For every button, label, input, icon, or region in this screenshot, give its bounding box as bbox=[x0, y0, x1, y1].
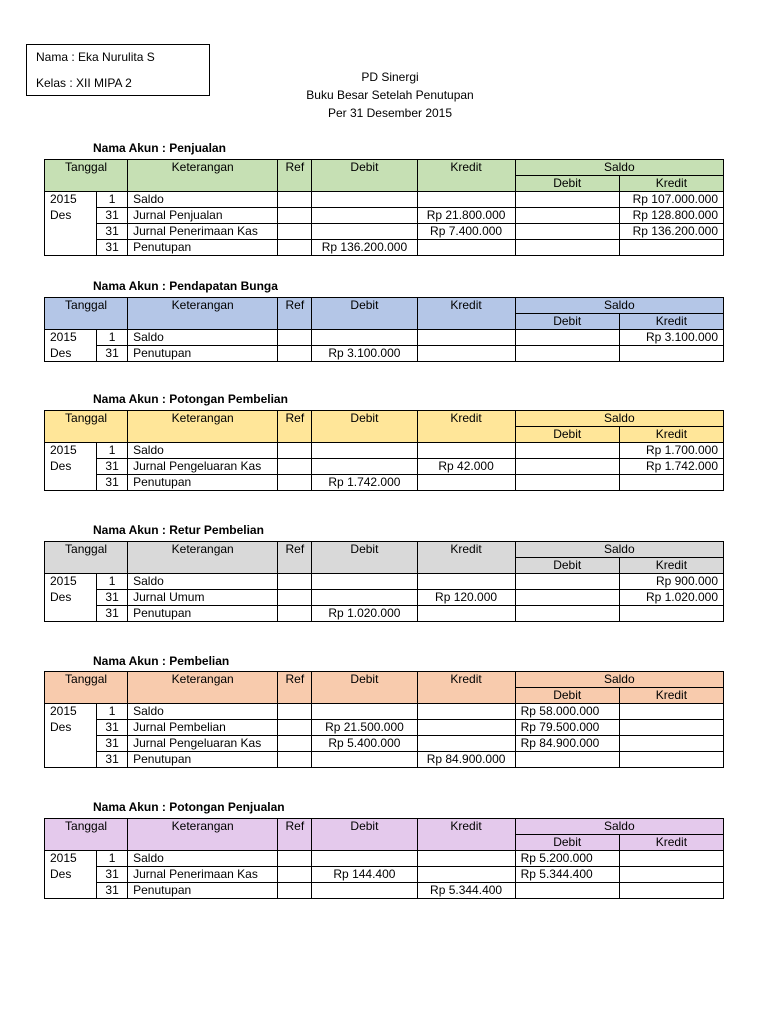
cell-keterangan: Jurnal Umum bbox=[128, 590, 278, 606]
cell-saldo-debit bbox=[515, 224, 619, 240]
cell-kredit bbox=[417, 736, 515, 752]
header-debit: Debit bbox=[312, 819, 417, 851]
cell-debit bbox=[312, 208, 417, 224]
cell-ref bbox=[278, 704, 312, 720]
cell-saldo-debit bbox=[515, 346, 619, 362]
cell-year bbox=[45, 752, 97, 768]
cell-year: Des bbox=[45, 346, 97, 362]
cell-day: 31 bbox=[97, 224, 128, 240]
cell-day: 31 bbox=[97, 208, 128, 224]
header-saldo: Saldo bbox=[515, 160, 723, 176]
student-class: Kelas : XII MIPA 2 bbox=[36, 76, 132, 90]
cell-ref bbox=[278, 330, 312, 346]
header-saldo-kredit: Kredit bbox=[619, 558, 723, 574]
header-ref: Ref bbox=[278, 411, 312, 443]
cell-saldo-debit: Rp 58.000.000 bbox=[515, 704, 619, 720]
cell-keterangan: Saldo bbox=[128, 443, 278, 459]
cell-kredit bbox=[417, 443, 515, 459]
cell-ref bbox=[278, 752, 312, 768]
cell-day: 31 bbox=[97, 867, 128, 883]
cell-debit: Rp 144.400 bbox=[312, 867, 417, 883]
cell-year: Des bbox=[45, 720, 97, 736]
cell-ref bbox=[278, 851, 312, 867]
cell-ref bbox=[278, 475, 312, 491]
cell-keterangan: Saldo bbox=[128, 851, 278, 867]
cell-keterangan: Saldo bbox=[128, 330, 278, 346]
ledger-row bbox=[45, 606, 724, 622]
header-saldo-kredit: Kredit bbox=[619, 176, 723, 192]
header-row bbox=[45, 298, 724, 314]
header-saldo-kredit: Kredit bbox=[619, 835, 723, 851]
cell-keterangan: Jurnal Pengeluaran Kas bbox=[128, 459, 278, 475]
cell-kredit bbox=[417, 192, 515, 208]
cell-year: Des bbox=[45, 590, 97, 606]
header-kredit: Kredit bbox=[417, 298, 515, 330]
ledger-row bbox=[45, 574, 724, 590]
cell-saldo-kredit bbox=[619, 346, 723, 362]
cell-year bbox=[45, 224, 97, 240]
header-keterangan: Keterangan bbox=[128, 411, 278, 443]
cell-day: 31 bbox=[97, 606, 128, 622]
header-ref: Ref bbox=[278, 819, 312, 851]
cell-day: 1 bbox=[97, 443, 128, 459]
ledger-table bbox=[44, 297, 724, 362]
ledger-row bbox=[45, 590, 724, 606]
report-title: Buku Besar Setelah Penutupan bbox=[306, 88, 474, 102]
header-tanggal: Tanggal bbox=[45, 160, 128, 192]
cell-year: Des bbox=[45, 867, 97, 883]
cell-kredit: Rp 5.344.400 bbox=[417, 883, 515, 899]
header-saldo-kredit: Kredit bbox=[619, 688, 723, 704]
header-kredit: Kredit bbox=[417, 819, 515, 851]
cell-debit bbox=[312, 752, 417, 768]
cell-day: 31 bbox=[97, 475, 128, 491]
cell-keterangan: Penutupan bbox=[128, 240, 278, 256]
company-name: PD Sinergi bbox=[361, 70, 419, 84]
cell-keterangan: Penutupan bbox=[128, 883, 278, 899]
header-saldo-debit: Debit bbox=[515, 314, 619, 330]
header-saldo-kredit: Kredit bbox=[619, 427, 723, 443]
account-name: Nama Akun : Retur Pembelian bbox=[93, 523, 264, 537]
ledger-row bbox=[45, 736, 724, 752]
header-tanggal: Tanggal bbox=[45, 819, 128, 851]
header-kredit: Kredit bbox=[417, 411, 515, 443]
cell-day: 31 bbox=[97, 240, 128, 256]
cell-keterangan: Penutupan bbox=[128, 475, 278, 491]
cell-ref bbox=[278, 459, 312, 475]
header-debit: Debit bbox=[312, 542, 417, 574]
cell-year bbox=[45, 883, 97, 899]
account-name: Nama Akun : Potongan Pembelian bbox=[93, 392, 288, 406]
header-debit: Debit bbox=[312, 160, 417, 192]
header-saldo: Saldo bbox=[515, 672, 723, 688]
header-kredit: Kredit bbox=[417, 672, 515, 704]
cell-saldo-kredit bbox=[619, 704, 723, 720]
cell-kredit: Rp 120.000 bbox=[417, 590, 515, 606]
cell-saldo-debit bbox=[515, 240, 619, 256]
cell-saldo-kredit: Rp 107.000.000 bbox=[619, 192, 723, 208]
cell-kredit bbox=[417, 240, 515, 256]
cell-saldo-debit: Rp 5.200.000 bbox=[515, 851, 619, 867]
cell-saldo-debit bbox=[515, 330, 619, 346]
cell-day: 1 bbox=[97, 192, 128, 208]
ledger-table bbox=[44, 671, 724, 768]
cell-year bbox=[45, 736, 97, 752]
cell-keterangan: Saldo bbox=[128, 574, 278, 590]
cell-kredit bbox=[417, 574, 515, 590]
header-debit: Debit bbox=[312, 411, 417, 443]
header-keterangan: Keterangan bbox=[128, 542, 278, 574]
cell-kredit bbox=[417, 346, 515, 362]
cell-kredit: Rp 42.000 bbox=[417, 459, 515, 475]
student-name: Nama : Eka Nurulita S bbox=[36, 50, 155, 64]
account-name: Nama Akun : Potongan Penjualan bbox=[93, 800, 285, 814]
cell-saldo-kredit bbox=[619, 752, 723, 768]
cell-saldo-kredit bbox=[619, 240, 723, 256]
cell-year: Des bbox=[45, 208, 97, 224]
cell-saldo-kredit bbox=[619, 606, 723, 622]
cell-kredit bbox=[417, 720, 515, 736]
ledger-row bbox=[45, 867, 724, 883]
cell-debit: Rp 5.400.000 bbox=[312, 736, 417, 752]
cell-saldo-debit bbox=[515, 883, 619, 899]
ledger-row bbox=[45, 475, 724, 491]
cell-debit bbox=[312, 443, 417, 459]
student-identity-box bbox=[26, 44, 210, 96]
cell-ref bbox=[278, 867, 312, 883]
ledger-table bbox=[44, 159, 724, 256]
ledger-table bbox=[44, 410, 724, 491]
cell-saldo-debit bbox=[515, 574, 619, 590]
cell-debit bbox=[312, 192, 417, 208]
header-ref: Ref bbox=[278, 160, 312, 192]
cell-day: 1 bbox=[97, 851, 128, 867]
cell-keterangan: Penutupan bbox=[128, 606, 278, 622]
header-tanggal: Tanggal bbox=[45, 672, 128, 704]
cell-debit: Rp 1.742.000 bbox=[312, 475, 417, 491]
cell-saldo-debit bbox=[515, 475, 619, 491]
cell-keterangan: Jurnal Penerimaan Kas bbox=[128, 867, 278, 883]
header-ref: Ref bbox=[278, 298, 312, 330]
header-row bbox=[45, 160, 724, 176]
cell-day: 31 bbox=[97, 752, 128, 768]
header-row bbox=[45, 819, 724, 835]
header-saldo-debit: Debit bbox=[515, 176, 619, 192]
cell-debit bbox=[312, 574, 417, 590]
cell-year: 2015 bbox=[45, 443, 97, 459]
cell-kredit bbox=[417, 867, 515, 883]
cell-debit bbox=[312, 883, 417, 899]
header-saldo-debit: Debit bbox=[515, 688, 619, 704]
header-keterangan: Keterangan bbox=[128, 298, 278, 330]
report-date: Per 31 Desember 2015 bbox=[327, 106, 453, 120]
cell-kredit: Rp 7.400.000 bbox=[417, 224, 515, 240]
cell-saldo-debit bbox=[515, 752, 619, 768]
cell-saldo-debit bbox=[515, 590, 619, 606]
header-tanggal: Tanggal bbox=[45, 542, 128, 574]
cell-kredit: Rp 84.900.000 bbox=[417, 752, 515, 768]
account-name: Nama Akun : Pendapatan Bunga bbox=[93, 279, 278, 293]
cell-saldo-kredit: Rp 3.100.000 bbox=[619, 330, 723, 346]
ledger-table bbox=[44, 541, 724, 622]
cell-day: 1 bbox=[97, 330, 128, 346]
cell-ref bbox=[278, 224, 312, 240]
cell-day: 1 bbox=[97, 704, 128, 720]
ledger-row bbox=[45, 459, 724, 475]
ledger-row bbox=[45, 851, 724, 867]
cell-ref bbox=[278, 192, 312, 208]
header-saldo: Saldo bbox=[515, 819, 723, 835]
cell-day: 31 bbox=[97, 736, 128, 752]
cell-kredit bbox=[417, 606, 515, 622]
cell-year: 2015 bbox=[45, 192, 97, 208]
cell-year: Des bbox=[45, 459, 97, 475]
cell-keterangan: Jurnal Penerimaan Kas bbox=[128, 224, 278, 240]
ledger-row bbox=[45, 704, 724, 720]
header-saldo: Saldo bbox=[515, 542, 723, 558]
header-saldo-debit: Debit bbox=[515, 835, 619, 851]
cell-saldo-kredit bbox=[619, 883, 723, 899]
header-kredit: Kredit bbox=[417, 160, 515, 192]
cell-year bbox=[45, 606, 97, 622]
cell-saldo-kredit bbox=[619, 475, 723, 491]
cell-day: 1 bbox=[97, 574, 128, 590]
cell-debit bbox=[312, 459, 417, 475]
cell-year: 2015 bbox=[45, 330, 97, 346]
cell-ref bbox=[278, 346, 312, 362]
cell-keterangan: Penutupan bbox=[128, 752, 278, 768]
cell-debit bbox=[312, 590, 417, 606]
cell-keterangan: Jurnal Pengeluaran Kas bbox=[128, 736, 278, 752]
cell-keterangan: Jurnal Penjualan bbox=[128, 208, 278, 224]
header-keterangan: Keterangan bbox=[128, 819, 278, 851]
cell-year: 2015 bbox=[45, 851, 97, 867]
cell-year: 2015 bbox=[45, 704, 97, 720]
ledger-row bbox=[45, 443, 724, 459]
cell-kredit bbox=[417, 330, 515, 346]
account-name: Nama Akun : Pembelian bbox=[93, 654, 230, 668]
header-row bbox=[45, 542, 724, 558]
ledger-row bbox=[45, 883, 724, 899]
cell-ref bbox=[278, 883, 312, 899]
header-row bbox=[45, 672, 724, 688]
cell-ref bbox=[278, 720, 312, 736]
ledger-row bbox=[45, 346, 724, 362]
cell-saldo-kredit bbox=[619, 867, 723, 883]
cell-keterangan: Saldo bbox=[128, 192, 278, 208]
cell-saldo-debit: Rp 79.500.000 bbox=[515, 720, 619, 736]
header-keterangan: Keterangan bbox=[128, 160, 278, 192]
cell-saldo-debit bbox=[515, 208, 619, 224]
cell-kredit bbox=[417, 851, 515, 867]
cell-ref bbox=[278, 240, 312, 256]
cell-saldo-kredit: Rp 136.200.000 bbox=[619, 224, 723, 240]
ledger-row bbox=[45, 752, 724, 768]
cell-saldo-kredit bbox=[619, 851, 723, 867]
cell-kredit: Rp 21.800.000 bbox=[417, 208, 515, 224]
ledger-row bbox=[45, 240, 724, 256]
header-tanggal: Tanggal bbox=[45, 411, 128, 443]
cell-kredit bbox=[417, 475, 515, 491]
cell-year bbox=[45, 475, 97, 491]
header-saldo: Saldo bbox=[515, 411, 723, 427]
cell-ref bbox=[278, 590, 312, 606]
cell-saldo-debit bbox=[515, 606, 619, 622]
cell-keterangan: Jurnal Pembelian bbox=[128, 720, 278, 736]
header-saldo-kredit: Kredit bbox=[619, 314, 723, 330]
cell-ref bbox=[278, 606, 312, 622]
ledger-row bbox=[45, 208, 724, 224]
cell-day: 31 bbox=[97, 590, 128, 606]
cell-year bbox=[45, 240, 97, 256]
ledger-row bbox=[45, 224, 724, 240]
cell-day: 31 bbox=[97, 883, 128, 899]
header-saldo: Saldo bbox=[515, 298, 723, 314]
ledger-row bbox=[45, 192, 724, 208]
header-saldo-debit: Debit bbox=[515, 427, 619, 443]
cell-saldo-debit bbox=[515, 192, 619, 208]
header-row bbox=[45, 411, 724, 427]
cell-debit bbox=[312, 330, 417, 346]
cell-saldo-kredit bbox=[619, 720, 723, 736]
ledger-row bbox=[45, 330, 724, 346]
cell-keterangan: Saldo bbox=[128, 704, 278, 720]
cell-debit bbox=[312, 224, 417, 240]
header-ref: Ref bbox=[278, 542, 312, 574]
cell-keterangan: Penutupan bbox=[128, 346, 278, 362]
cell-saldo-kredit: Rp 1.020.000 bbox=[619, 590, 723, 606]
cell-kredit bbox=[417, 704, 515, 720]
cell-day: 31 bbox=[97, 720, 128, 736]
cell-day: 31 bbox=[97, 346, 128, 362]
cell-debit bbox=[312, 851, 417, 867]
cell-saldo-kredit: Rp 1.700.000 bbox=[619, 443, 723, 459]
header-debit: Debit bbox=[312, 298, 417, 330]
ledger-row bbox=[45, 720, 724, 736]
ledger-table bbox=[44, 818, 724, 899]
header-saldo-debit: Debit bbox=[515, 558, 619, 574]
cell-year: 2015 bbox=[45, 574, 97, 590]
cell-ref bbox=[278, 736, 312, 752]
cell-debit: Rp 3.100.000 bbox=[312, 346, 417, 362]
cell-saldo-kredit bbox=[619, 736, 723, 752]
header-keterangan: Keterangan bbox=[128, 672, 278, 704]
header-kredit: Kredit bbox=[417, 542, 515, 574]
cell-ref bbox=[278, 208, 312, 224]
cell-saldo-kredit: Rp 128.800.000 bbox=[619, 208, 723, 224]
cell-saldo-debit: Rp 84.900.000 bbox=[515, 736, 619, 752]
cell-debit: Rp 21.500.000 bbox=[312, 720, 417, 736]
cell-debit: Rp 136.200.000 bbox=[312, 240, 417, 256]
cell-ref bbox=[278, 574, 312, 590]
cell-debit bbox=[312, 704, 417, 720]
cell-saldo-kredit: Rp 900.000 bbox=[619, 574, 723, 590]
header-tanggal: Tanggal bbox=[45, 298, 128, 330]
header-ref: Ref bbox=[278, 672, 312, 704]
cell-ref bbox=[278, 443, 312, 459]
cell-day: 31 bbox=[97, 459, 128, 475]
cell-saldo-debit bbox=[515, 443, 619, 459]
account-name: Nama Akun : Penjualan bbox=[93, 141, 226, 155]
cell-saldo-debit bbox=[515, 459, 619, 475]
cell-saldo-debit: Rp 5.344.400 bbox=[515, 867, 619, 883]
cell-saldo-kredit: Rp 1.742.000 bbox=[619, 459, 723, 475]
cell-debit: Rp 1.020.000 bbox=[312, 606, 417, 622]
header-debit: Debit bbox=[312, 672, 417, 704]
